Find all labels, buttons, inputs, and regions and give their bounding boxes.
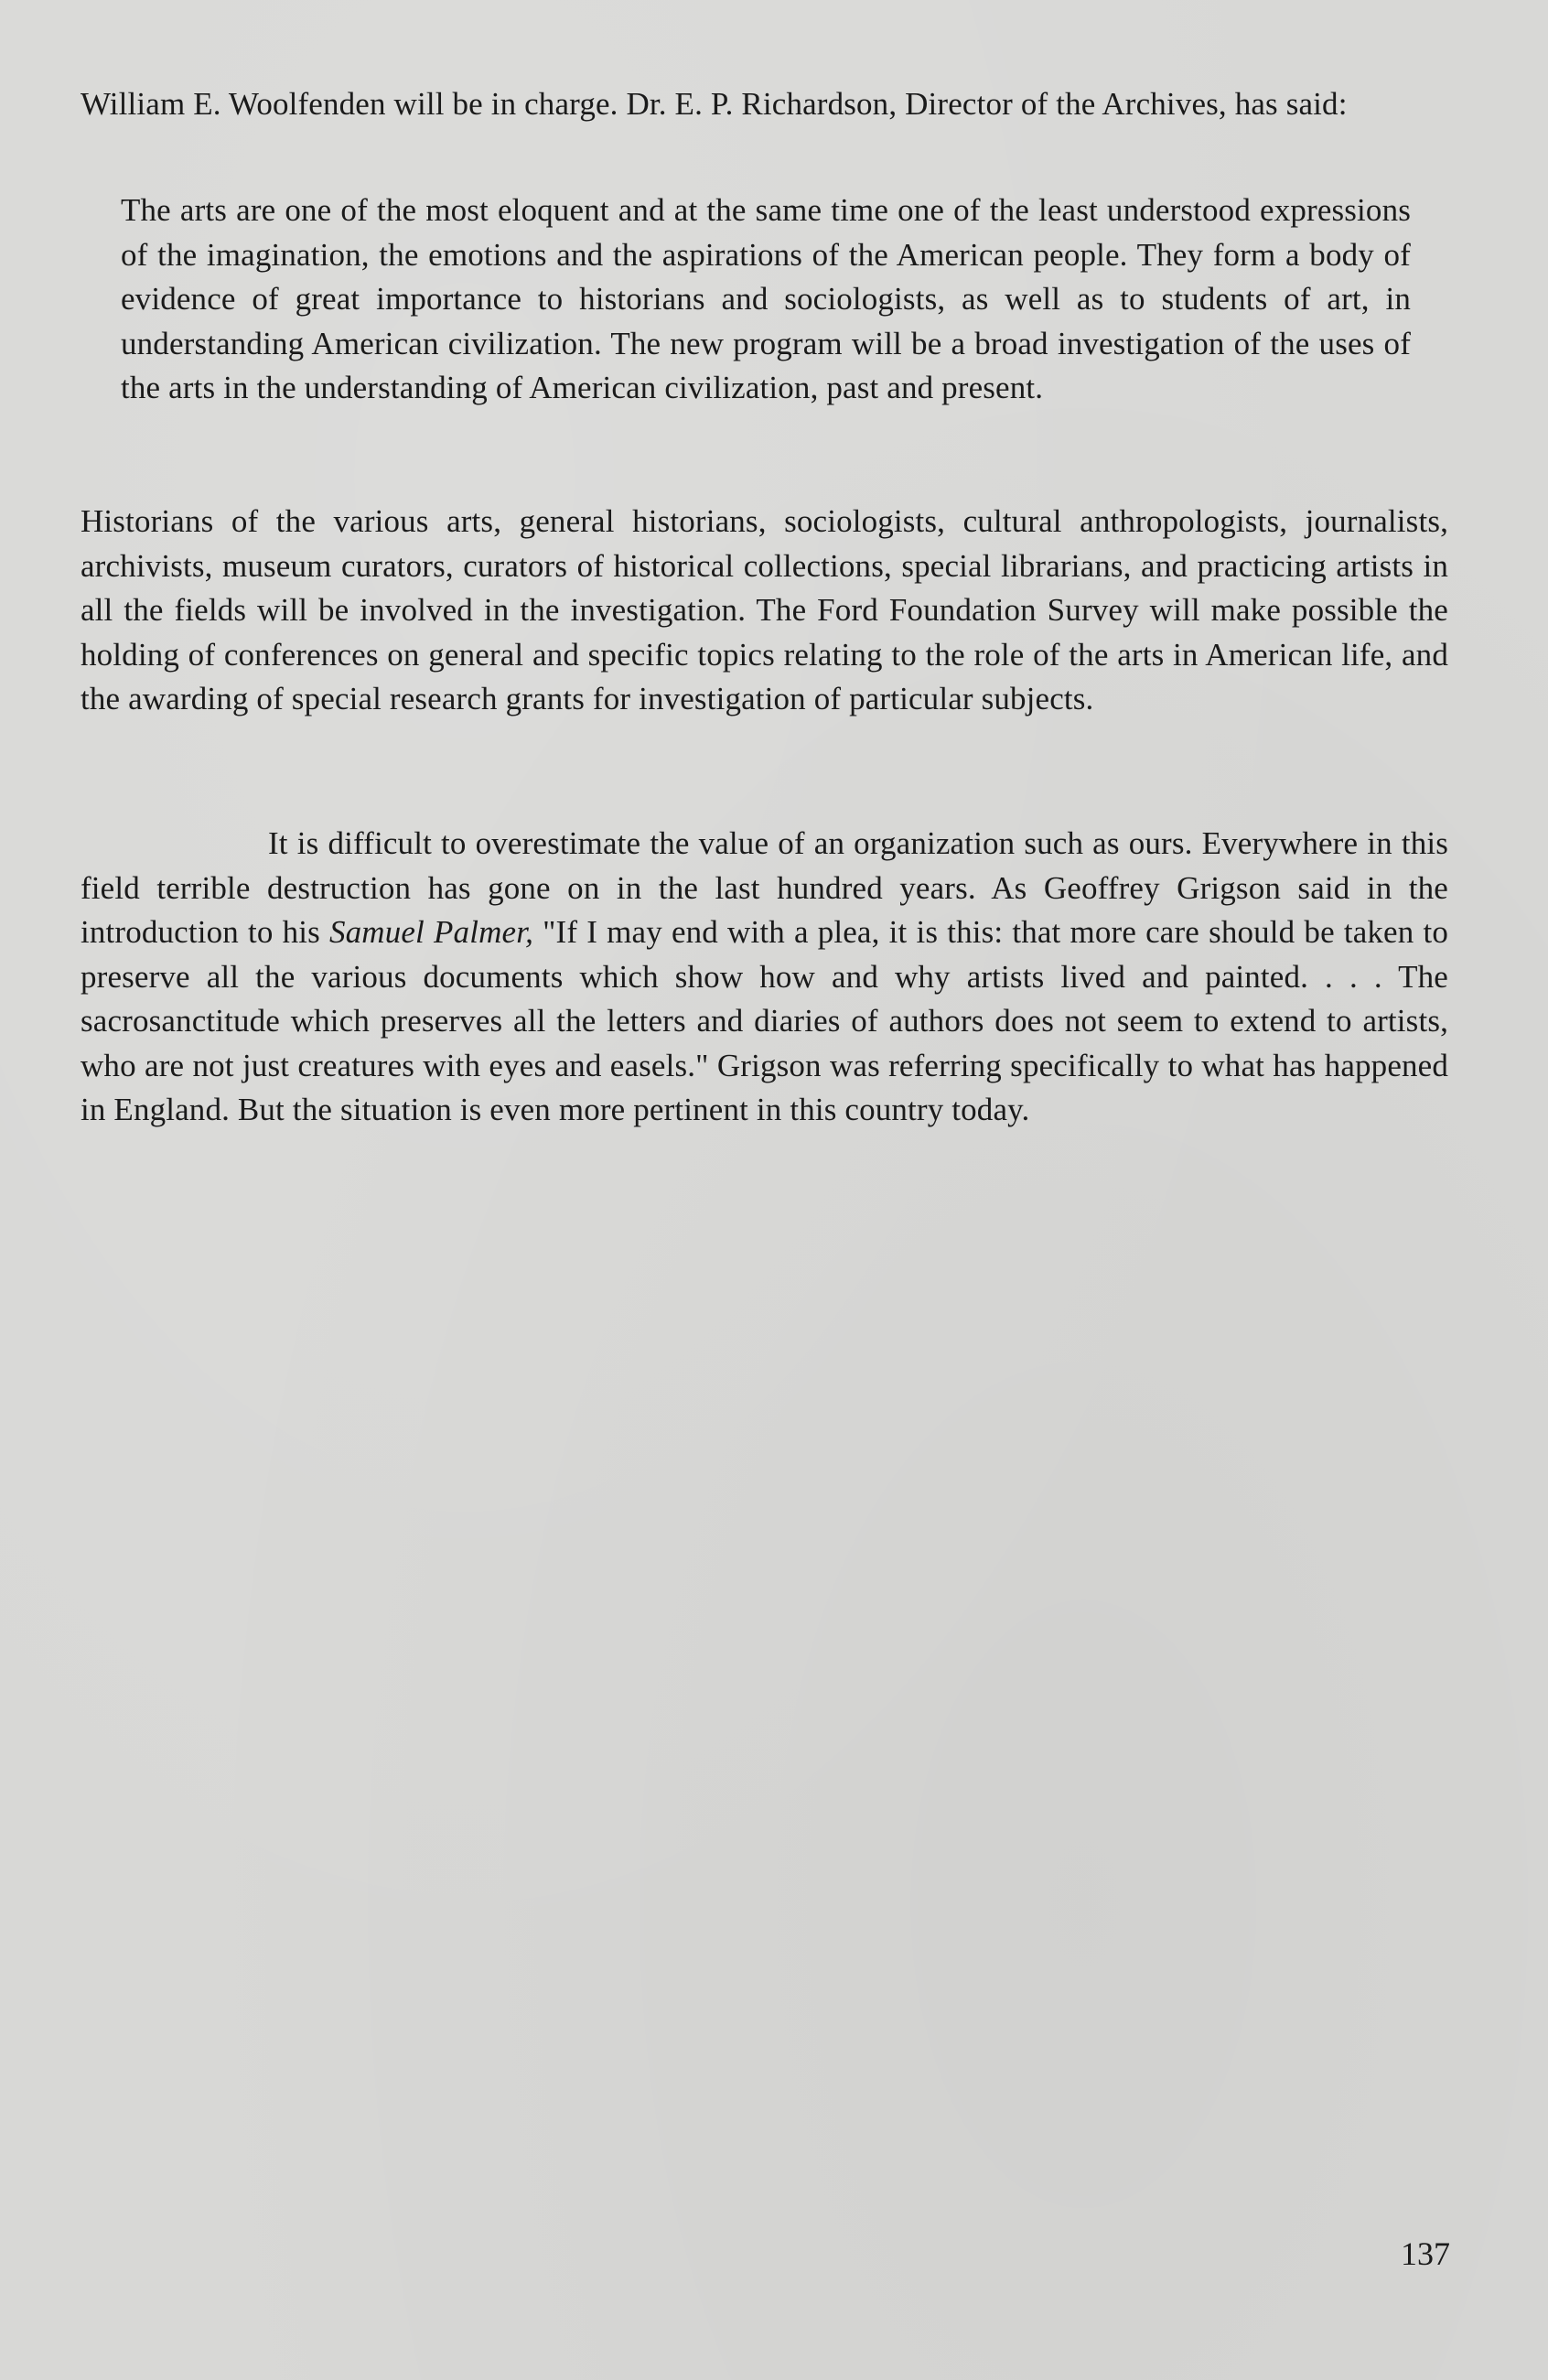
page-number: 137 bbox=[1401, 2235, 1450, 2272]
historians-paragraph: Historians of the various arts, general historians, sociologists, cultural anthropologists, journalists, archivists, museum curators, curators of historical collections, special librarians, and practicing artists in all the fields will be involved in the investigation. The Ford Foundation Survey will make possible the holding of conferences on general and specific topics relating to the role of the arts in American life, and the awarding of special research grants for investigation of particular subjects. bbox=[81, 503, 1448, 716]
block-quote: The arts are one of the most eloquent and at the same time one of the least understood expressions of the imagination, the emotions and the aspirations of the American people. They form a body of evidence of great importance to historians and sociologists, as well as to students of art, in understanding American civilization. The new program will be a broad investigation of the uses of the arts in the understanding of American civilization, past and present. bbox=[121, 192, 1411, 405]
intro-paragraph: William E. Woolfenden will be in charge. Dr. E. P. Richardson, Director of the Archives, has said: bbox=[81, 86, 1348, 122]
value-paragraph bbox=[81, 822, 1448, 1133]
value-text-end: "If I may end with a plea, it is this: that more care should be taken to preserve all the various documents which show how and why artists lived and painted. . . . The sacrosanctitude which preserves all the letters and diaries of authors does not seem to extend to artists, who are not just creatures with eyes and easels." Grigson was referring specifically to what has happened in England. But the situation is even more pertinent in this country today. bbox=[81, 914, 1449, 1127]
value-text-start: It is difficult to overestimate the value of an organization such as ours. Everywhere in this field terrible destruction has gone on in the last hundred years. As Geoffrey Grigson said in the introduction to his bbox=[81, 825, 1448, 950]
book-title: Samuel Palmer, bbox=[329, 914, 533, 950]
